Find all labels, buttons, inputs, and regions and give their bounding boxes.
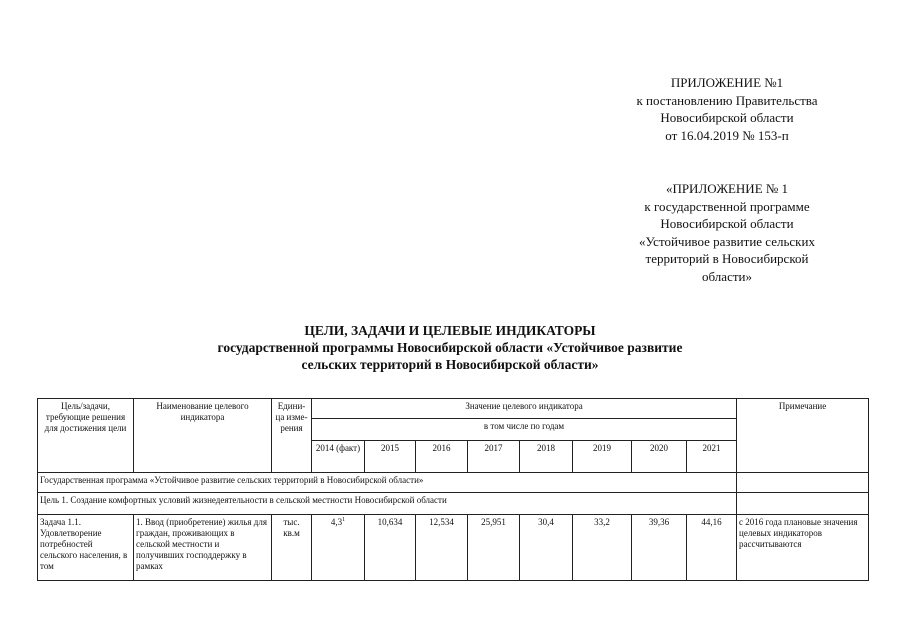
header-year: 2018 [520,441,573,473]
annex-text-line: Новосибирской области [660,110,794,125]
title-line: государственной программы Новосибирской области «Устойчивое развитие [217,340,683,355]
unit-cell: тыс. кв.м [272,515,312,581]
annex-text-line: территорий в Новосибирской [645,251,809,266]
header-note: Примечание [737,399,869,473]
header-year: 2015 [365,441,416,473]
annex-text-line: области» [702,268,752,284]
table-row [38,473,869,493]
title-line: ЦЕЛИ, ЗАДАЧИ И ЦЕЛЕВЫЕ ИНДИКАТОРЫ [304,323,596,338]
header-year: 2019 [573,441,632,473]
value-cell [312,515,365,581]
header-goal: Цель/задачи, требующие решения для достижения цели [38,399,134,473]
header-year: 2014 (факт) [312,441,365,473]
annex-text-line: к государственной программе [644,198,810,214]
indicators-table [37,398,869,581]
value-cell: 30,4 [520,515,573,581]
title-line: сельских территорий в Новосибирской области» [301,357,599,372]
note-cell: с 2016 года плановые значения целевых индикаторов рассчитываются [737,515,869,581]
document-title [150,322,750,373]
empty-note-cell [737,473,869,493]
header-value: Значение целевого индикатора [312,399,737,419]
task-cell: Задача 1.1. Удовлетворение потребностей сельского населения, в том [38,515,134,581]
annex-date-number: от 16.04.2019 № 153-п [665,127,789,143]
header-year: 2021 [687,441,737,473]
header-by-year: в том числе по годам [312,419,737,441]
annex-title: «ПРИЛОЖЕНИЕ № 1 [665,181,789,196]
indicator-cell: 1. Ввод (приобретение) жилья для граждан, проживающих в сельской местности и получивших господдержку в рамках [134,515,272,581]
header-year: 2016 [416,441,468,473]
table-row [38,515,869,581]
empty-note-cell [737,493,869,515]
annex-title: ПРИЛОЖЕНИЕ №1 [670,75,784,90]
program-row-cell: Государственная программа «Устойчивое развитие сельских территорий в Новосибирской области» [38,473,737,493]
value-cell: 44,16 [687,515,737,581]
header-unit: Едини-ца изме-рения [272,399,312,473]
value-text: 4,3 [330,517,343,527]
value-cell: 39,36 [632,515,687,581]
goal-row-cell: Цель 1. Создание комфортных условий жизнедеятельности в сельской местности Новосибирской области [38,493,737,515]
annex-header-program [612,180,842,285]
table-row [38,493,869,515]
annex-header-resolution [612,74,842,144]
header-year: 2017 [468,441,520,473]
value-cell: 12,534 [416,515,468,581]
annex-text-line: Новосибирской области [660,216,794,231]
value-cell: 10,634 [365,515,416,581]
annex-text-line: к постановлению Правительства [636,92,818,108]
annex-text-line: «Устойчивое развитие сельских [639,233,815,249]
value-cell: 33,2 [573,515,632,581]
header-indicator: Наименование целевого индикатора [134,399,272,473]
footnote-marker: 1 [342,517,346,523]
value-cell: 25,951 [468,515,520,581]
header-year: 2020 [632,441,687,473]
table-header-row [38,399,869,419]
